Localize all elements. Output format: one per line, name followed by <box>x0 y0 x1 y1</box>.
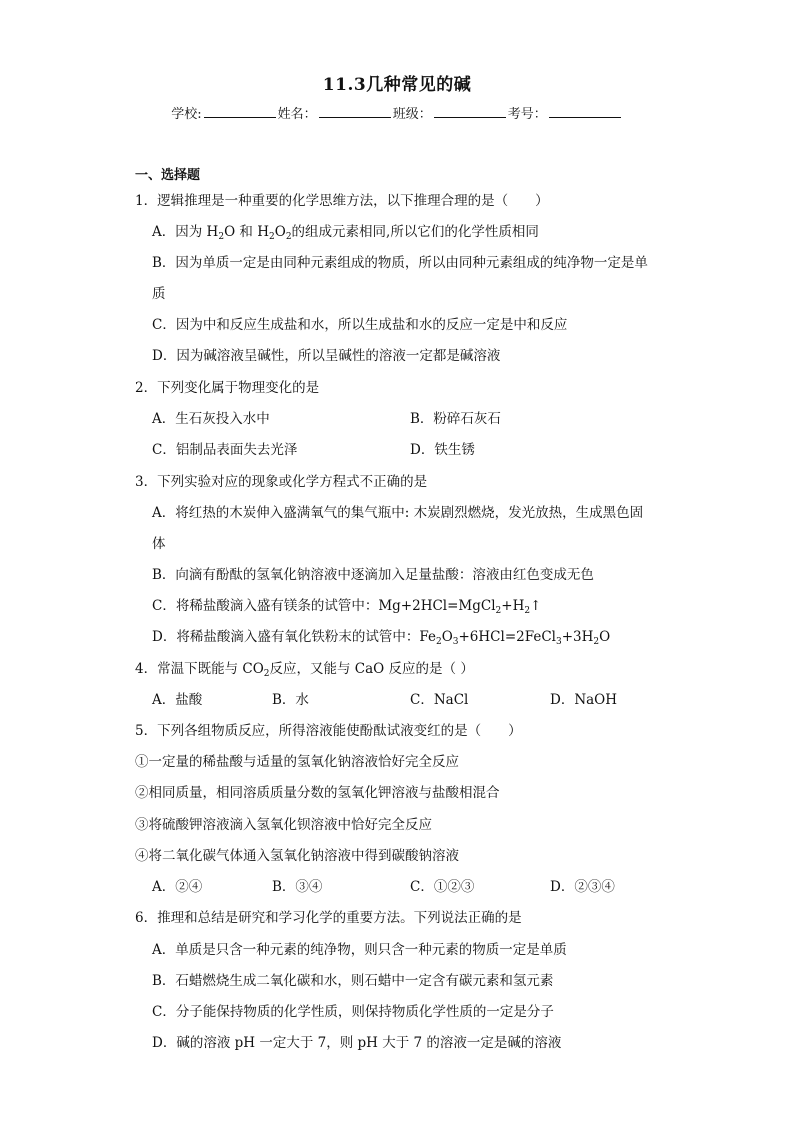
question-5-statement-1: ①一定量的稀盐酸与适量的氢氧化钠溶液恰好完全反应 <box>135 754 459 770</box>
question-2-option-b[interactable]: B．粉碎石灰石 <box>410 411 501 427</box>
question-1-option-a[interactable]: A．因为 $H_2O$ 和 $H_2O_2$的组成元素相同,所以它们的化学性质相同 <box>152 224 539 242</box>
page-title: 11.3几种常见的碱 <box>322 75 472 95</box>
question-3-stem: 3．下列实验对应的现象或化学方程式不正确的是 <box>135 474 428 490</box>
question-5-stem: 5．下列各组物质反应，所得溶液能使酚酞试液变红的是（ ） <box>135 723 522 739</box>
question-3-option-a-line1[interactable]: A．将红热的木炭伸入盛满氧气的集气瓶中: 木炭剧烈燃烧，发光放热，生成黑色固 <box>152 505 644 521</box>
question-3-option-a-line2: 体 <box>152 536 166 552</box>
name-label: 姓名： <box>277 107 317 122</box>
question-4-option-b[interactable]: B．水 <box>272 692 309 708</box>
question-3-option-b[interactable]: B．向滴有酚酞的氢氧化钠溶液中逐滴加入足量盐酸：溶液由红色变成无色 <box>152 567 594 583</box>
question-5-option-a[interactable]: A．②④ <box>152 879 203 895</box>
section-heading: 一、选择题 <box>135 168 201 183</box>
question-1-option-d[interactable]: D．因为碱溶液呈碱性，所以呈碱性的溶液一定都是碱溶液 <box>152 348 501 364</box>
student-info-line <box>0 103 794 122</box>
question-4-option-d[interactable]: D．NaOH <box>550 692 618 708</box>
question-5-option-d[interactable]: D．②③④ <box>550 879 615 895</box>
school-label: 学校: <box>171 107 202 122</box>
question-2-stem: 2．下列变化属于物理变化的是 <box>135 380 320 396</box>
question-5-option-c[interactable]: C．①②③ <box>410 879 475 895</box>
question-3-option-c[interactable]: C．将稀盐酸滴入盛有镁条的试管中：$Mg+2HCl=MgCl_2+H_2↑$ <box>152 598 542 616</box>
question-2-option-d[interactable]: D．铁生锈 <box>410 442 475 458</box>
question-6-option-b[interactable]: B．石蜡燃烧生成二氧化碳和水，则石蜡中一定含有碳元素和氢元素 <box>152 973 554 989</box>
question-1-option-b-line1[interactable]: B．因为单质一定是由同种元素组成的物质，所以由同种元素组成的纯净物一定是单 <box>152 255 648 271</box>
question-5-statement-4: ④将二氧化碳气体通入氢氧化钠溶液中得到碳酸钠溶液 <box>135 848 459 864</box>
question-1-option-b-line2: 质 <box>152 286 166 302</box>
question-5-statement-2: ②相同质量，相同溶质质量分数的氢氧化钾溶液与盐酸相混合 <box>135 785 500 801</box>
question-5-statement-3: ③将硫酸钾溶液滴入氢氧化钡溶液中恰好完全反应 <box>135 817 432 833</box>
question-1-option-c[interactable]: C．因为中和反应生成盐和水，所以生成盐和水的反应一定是中和反应 <box>152 317 568 333</box>
class-blank[interactable] <box>434 105 506 118</box>
question-6-option-a[interactable]: A．单质是只含一种元素的纯净物，则只含一种元素的物质一定是单质 <box>152 942 567 958</box>
class-label: 班级： <box>392 107 432 122</box>
question-5-option-b[interactable]: B．③④ <box>272 879 323 895</box>
number-label: 考号： <box>507 107 547 122</box>
school-blank[interactable] <box>204 105 276 118</box>
question-3-option-d[interactable]: D．将稀盐酸滴入盛有氧化铁粉末的试管中：$Fe_2O_3+6HCl=2FeCl_3+3H_2O$ <box>152 629 611 647</box>
question-2-option-a[interactable]: A．生石灰投入水中 <box>152 411 270 427</box>
question-6-stem: 6．推理和总结是研究和学习化学的重要方法。下列说法正确的是 <box>135 910 522 926</box>
question-2-option-c[interactable]: C．铝制品表面失去光泽 <box>152 442 298 458</box>
question-1-stem: 1．逻辑推理是一种重要的化学思维方法，以下推理合理的是（ ） <box>135 193 549 209</box>
question-4-stem: 4．常温下既能与 $CO_2$反应，又能与 CaO 反应的是（ ） <box>135 661 474 679</box>
number-blank[interactable] <box>549 105 621 118</box>
question-4-option-a[interactable]: A．盐酸 <box>152 692 203 708</box>
question-4-option-c[interactable]: C．NaCl <box>410 692 469 708</box>
name-blank[interactable] <box>319 105 391 118</box>
question-6-option-c[interactable]: C．分子能保持物质的化学性质，则保持物质化学性质的一定是分子 <box>152 1004 554 1020</box>
question-6-option-d[interactable]: D．碱的溶液 pH 一定大于 7，则 pH 大于 7 的溶液一定是碱的溶液 <box>152 1035 562 1051</box>
